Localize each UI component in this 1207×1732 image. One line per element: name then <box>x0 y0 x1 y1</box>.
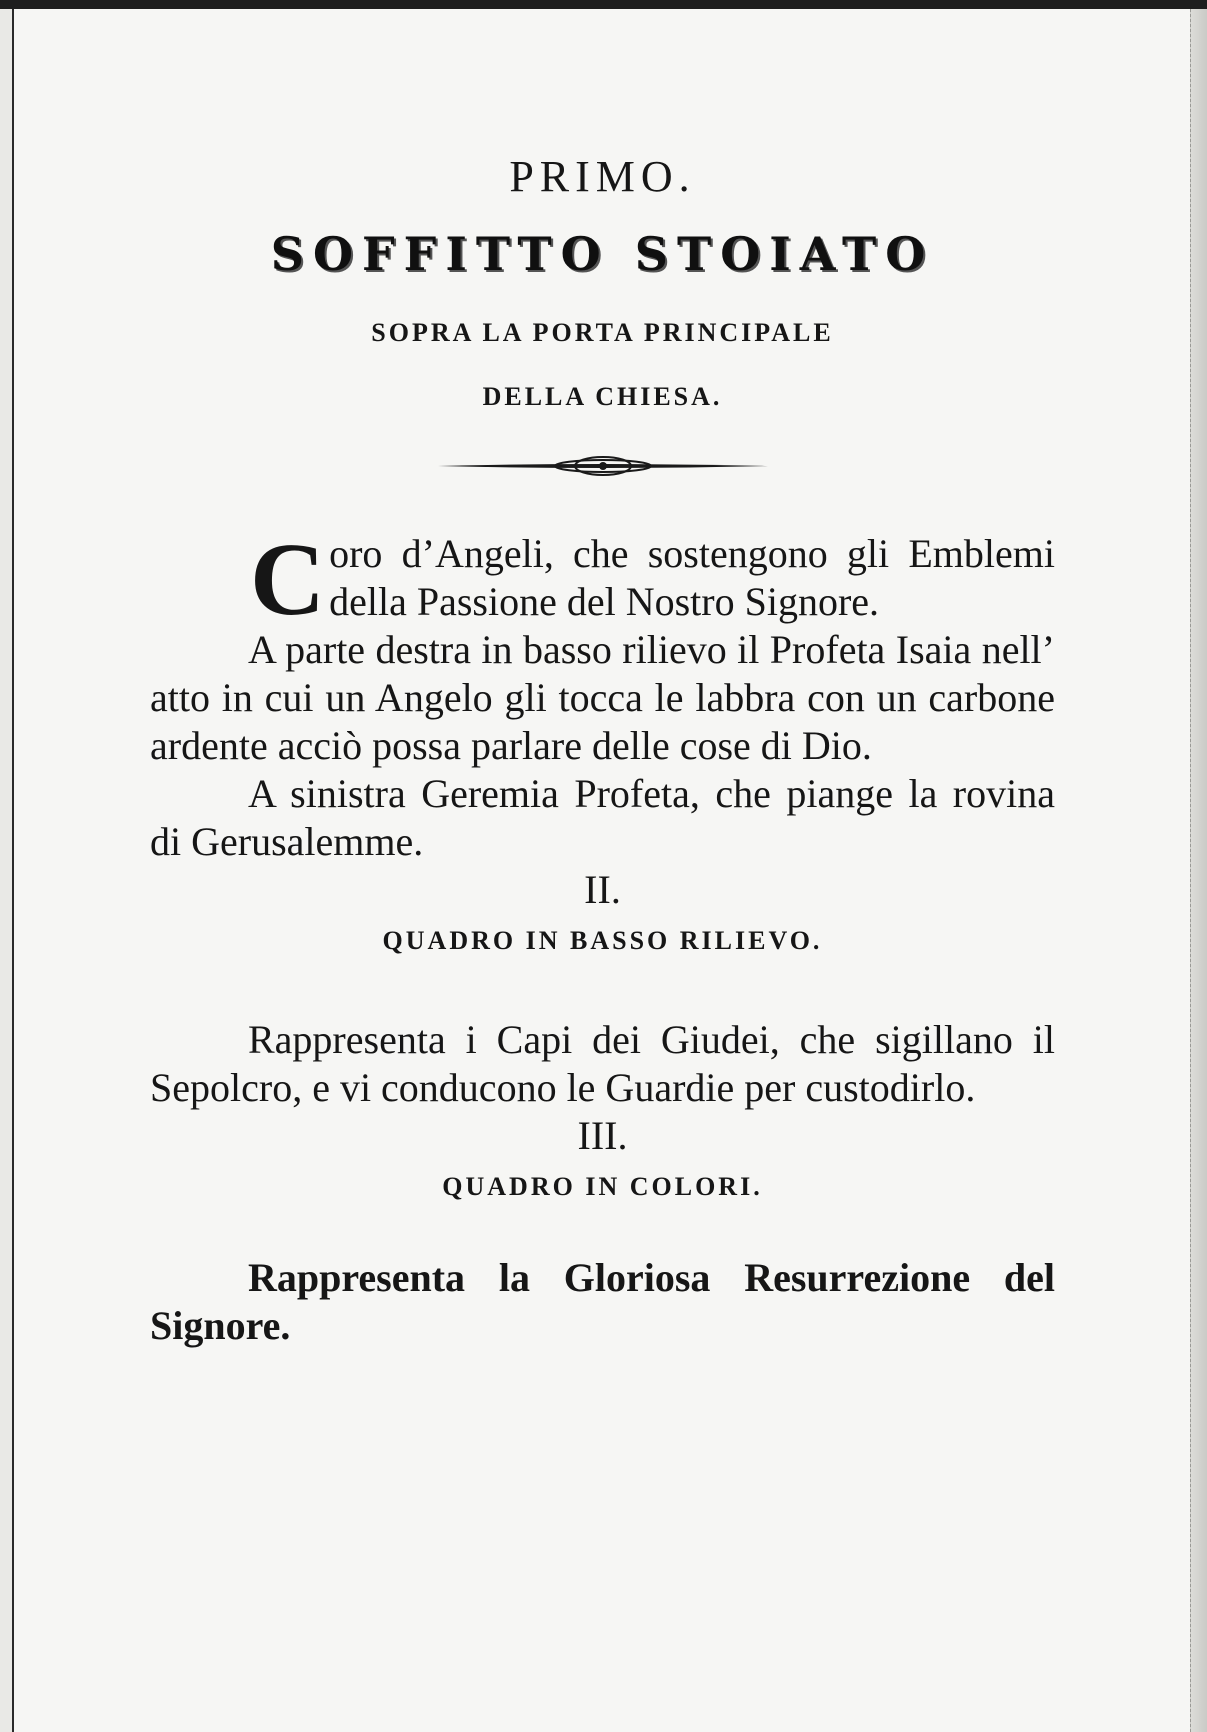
paragraph-1-text: oro d’Angeli, che sostengono gli Emblemi della Passione del Nostro Signore. <box>329 531 1055 624</box>
paragraph-3: A sinistra Geremia Profeta, che piange la rovina di Gerusalemme. <box>150 771 1055 864</box>
page-content <box>150 150 1055 1350</box>
section-2-text: Rappresenta i Capi dei Giudei, che sigillano il Sepolcro, e vi conducono le Guardie per custodirlo. <box>150 1017 1055 1110</box>
heading-banner: SOFFITTO STOIATO <box>270 227 935 281</box>
section-3-title: QUADRO IN COLORI. <box>442 1172 763 1201</box>
ornament-divider <box>438 454 768 478</box>
subtitle-line-2: DELLA CHIESA. <box>482 382 723 411</box>
section-3-text: Rappresenta la Gloriosa Resurrezione del Signore. <box>150 1255 1055 1348</box>
drop-cap: C <box>250 522 326 637</box>
section-1 <box>150 522 1055 866</box>
section-3-numeral: III. <box>577 1113 628 1158</box>
subtitle-line-1: SOPRA LA PORTA PRINCIPALE <box>371 318 834 347</box>
heading-primo: PRIMO. <box>509 152 696 201</box>
section-2-title: QUADRO IN BASSO RILIEVO. <box>382 926 823 955</box>
top-border <box>0 0 1207 9</box>
section-2-numeral: II. <box>584 867 621 912</box>
page-edge <box>1190 9 1207 1732</box>
paragraph-2: A parte destra in basso rilievo il Profeta Isaia nell’ atto in cui un Angelo gli tocca le labbra con un carbone ardente acciò possa parlare delle cose di Dio. <box>150 627 1055 768</box>
